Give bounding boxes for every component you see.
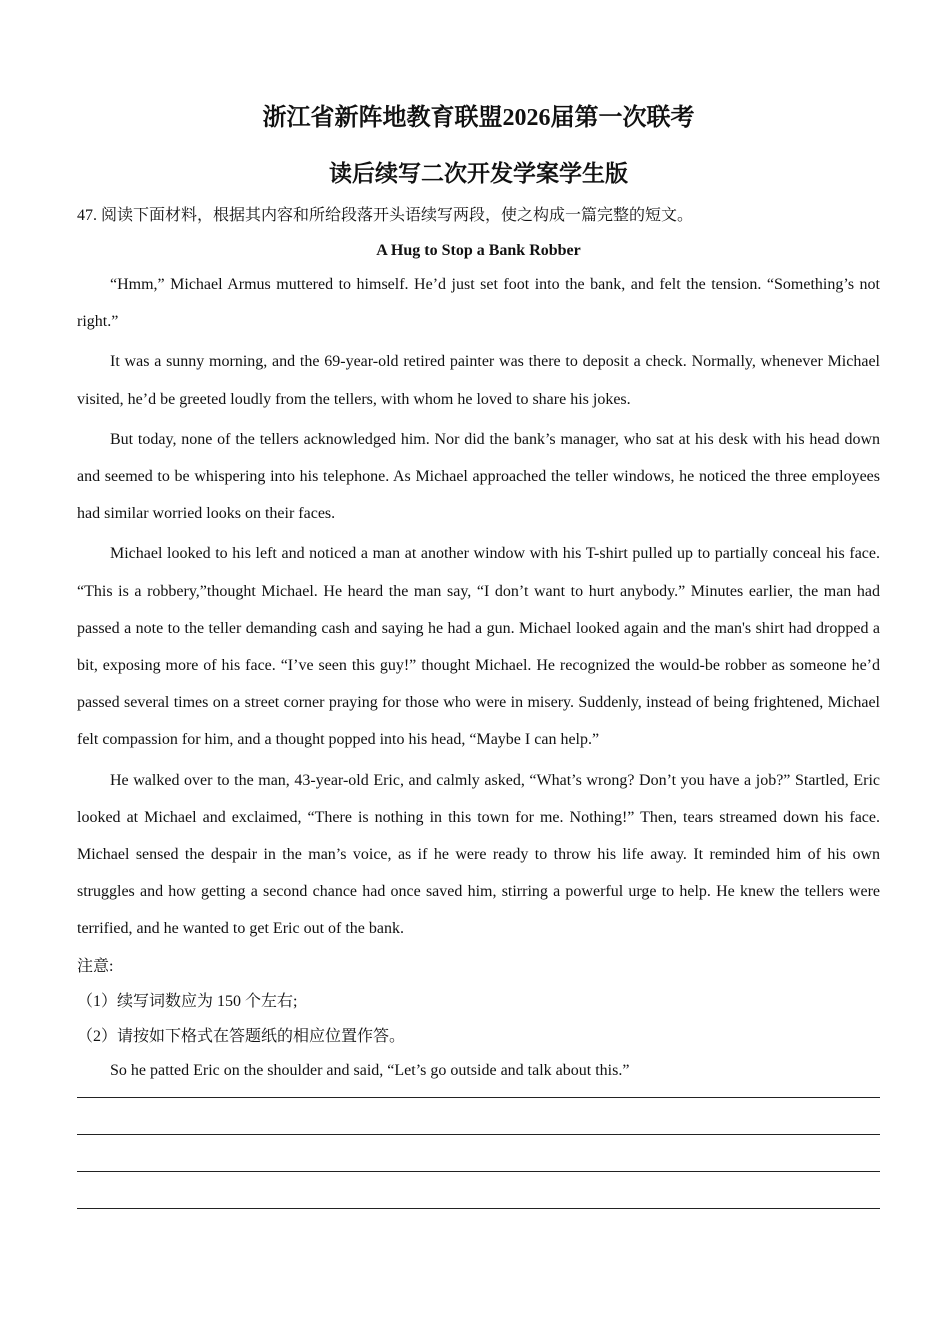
answer-line[interactable] bbox=[77, 1097, 880, 1098]
document-page bbox=[77, 98, 880, 1083]
story-paragraph: Michael looked to his left and noticed a man at another window with his T-shirt pulled up to partially conceal his face. “This is a robbery,”thought Michael. He heard the man say, “I don’t want to hurt anybody.” Minutes earlier, the man had passed a note to the teller demanding cash and saying he had a gun. Michael looked again and the man's shirt had dropped a bit, exposing more of his face. “I’ve seen this guy!” thought Michael. He recognized the would-be robber as someone he’d passed several times on a street corner praying for those who were in misery. Suddenly, instead of being frightened, Michael felt compassion for him, and a thought popped into his head, “Maybe I can help.” bbox=[77, 545, 880, 749]
notes-label: 注意: bbox=[77, 957, 114, 975]
answer-line[interactable] bbox=[77, 1171, 880, 1172]
answer-line[interactable] bbox=[77, 1208, 880, 1209]
answer-line[interactable] bbox=[77, 1134, 880, 1135]
page-subtitle: 读后续写二次开发学案学生版 bbox=[329, 161, 628, 186]
continuation-prompt: So he patted Eric on the shoulder and said, “Let’s go outside and talk about this.” bbox=[110, 1061, 630, 1079]
story-paragraph: But today, none of the tellers acknowledged him. Nor did the bank’s manager, who sat at his desk with his head down and seemed to be whispering into his telephone. As Michael approached the teller windows, he noticed the three employees had similar worried looks on their faces. bbox=[77, 430, 880, 523]
page-title: 浙江省新阵地教育联盟2026届第一次联考 bbox=[262, 105, 695, 131]
story-paragraph: “Hmm,” Michael Armus muttered to himself. He’d just set foot into the bank, and felt the tension. “Something’s not right.” bbox=[77, 276, 880, 331]
story-paragraph: He walked over to the man, 43-year-old Eric, and calmly asked, “What’s wrong? Don’t you have a job?” Startled, Eric looked at Michael and exclaimed, “There is nothing in this town for me. Nothing!” Then, tears streamed down his face. Michael sensed the despair in the man’s voice, as if he were ready to throw his life away. It reminded him of his own struggles and how getting a second chance had once saved him, stirring a powerful urge to help. He knew the tellers were terrified, and he wanted to get Eric out of the bank. bbox=[77, 771, 880, 938]
note-item: （2）请按如下格式在答题纸的相应位置作答。 bbox=[77, 1027, 406, 1045]
story-paragraph: It was a sunny morning, and the 69-year-old retired painter was there to deposit a check. Normally, whenever Michael visited, he’d be greeted loudly from the tellers, with whom he loved to share his jokes. bbox=[77, 353, 880, 408]
story-title: A Hug to Stop a Bank Robber bbox=[376, 242, 581, 259]
note-item: （1）续写词数应为 150 个左右; bbox=[77, 992, 298, 1010]
question-instruction: 47. 阅读下面材料，根据其内容和所给段落开头语续写两段，使之构成一篇完整的短文。 bbox=[77, 207, 694, 224]
